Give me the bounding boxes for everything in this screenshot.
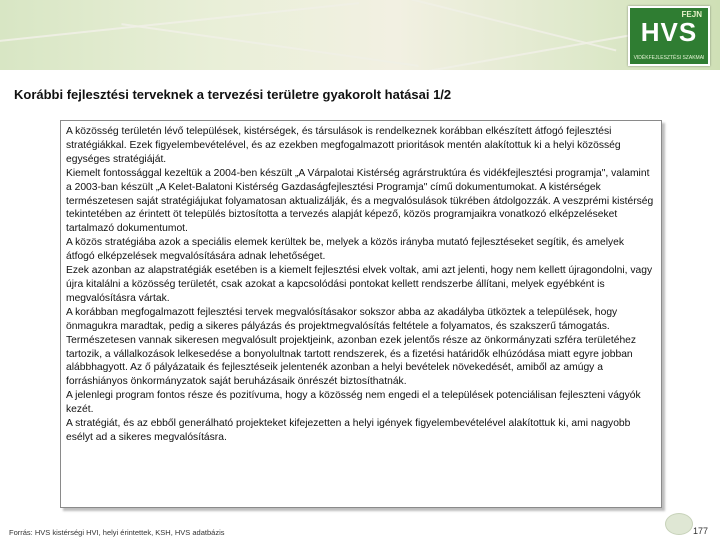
logo-subtitle: VIDÉKFEJLESZTÉSI SZAKMAI bbox=[633, 55, 705, 61]
hvs-logo bbox=[628, 6, 710, 66]
paragraph: A közös stratégiába azok a speciális elemek kerültek be, melyek a közös irányba mutató fejlesztéseket segítik, és amelyek átfogó elképzelések megvalósítására adnak lehetőséget. bbox=[66, 237, 625, 263]
paragraph: A közösség területén lévő települések, kistérségek, és társulások is rendelkeznek korábban elkészített átfogó fejlesztési stratégiákkal. Ezek figyelembevételével, és az ezekben megfogalmazott prioritások mentén alakítottuk ki a helyi közösség egységes stratégiáját. bbox=[66, 126, 621, 165]
map-road bbox=[0, 2, 359, 44]
content-textbox bbox=[60, 120, 662, 508]
map-road bbox=[421, 33, 638, 70]
paragraph: A stratégiát, és az ebből generálható projekteket kifejezetten a helyi igények figyelembevételével alakítottuk ki, ami nagyobb esélyt ad a sikeres megvalósításra. bbox=[66, 418, 631, 443]
page-number: 177 bbox=[692, 526, 708, 536]
logo-text: HVS bbox=[640, 17, 698, 47]
paragraph: A korábban megfogalmazott fejlesztési tervek megvalósításakor sokszor abba az akadályba ütköztek a települések, hogy önmagukra maradtak, pedig a sikeres pályázás és projektmegvalósítás feltétele a folyamatos, és szakszerű támogatás. Természetesen vannak sikeresen megvalósult projektjeink, azonban ezek jelentős része az önkormányzati szféra területéhez tartozik, a vállalkozások lelkesedése a bonyolultnak tartott rendszerek, és a fizetési határidők elhúzódása miatt egyre jobban alábbhagyott. Az ő pályázataik és fejlesztéseik jelentenék azonban a helyi bevételek növekedését, amiből az amúgy a forráshiányos önkormányzatok saját beruházásaik önrészét biztosíthatnák. bbox=[66, 306, 637, 388]
page-badge-icon bbox=[665, 513, 693, 535]
paragraph: A jelenlegi program fontos része és pozitívuma, hogy a közösség nem engedi el a települések potenciálisan fejleszteni vágyók kezét. bbox=[66, 390, 641, 416]
map-road bbox=[121, 23, 418, 67]
logo-top-text: FEJN bbox=[681, 10, 702, 19]
paragraph: Kiemelt fontossággal kezeltük a 2004-ben készült „A Várpalotai Kistérség agrárstruktúra és vidékfejlesztési programja", valamint a 2003-ban készült „A Kelet-Balatoni Kistérség Gazdaságfejlesztési Programja" című dokumentumokat. A kistérségek természetesen saját stratégiájukat folyamatosan aktualizálják, és a megvalósulások tükrében átdolgozzák. A veszprémi kistérség tekintetében az érintett öt település biztosította a tervezés alapját képező, közös programjaikra vonatkozó elképzeléseket tartalmazó dokumentumot. bbox=[66, 167, 654, 235]
header-banner bbox=[0, 0, 720, 70]
paragraph: Ezek azonban az alapstratégiák esetében is a kiemelt fejlesztési elvek voltak, ami azt jelenti, hogy nem kellett újragondolni, vagy újra kitalálni a közösség területét, csak azokat a kapcsolódási pontokat kellett rendszerbe állítani, melyek egyébként is megvalósításra vártak. bbox=[66, 265, 653, 304]
source-footer: Forrás: HVS kistérségi HVI, helyi érintettek, KSH, HVS adatbázis bbox=[9, 528, 225, 537]
page-title: Korábbi fejlesztési terveknek a tervezési területre gyakorolt hatásai 1/2 bbox=[14, 87, 452, 102]
